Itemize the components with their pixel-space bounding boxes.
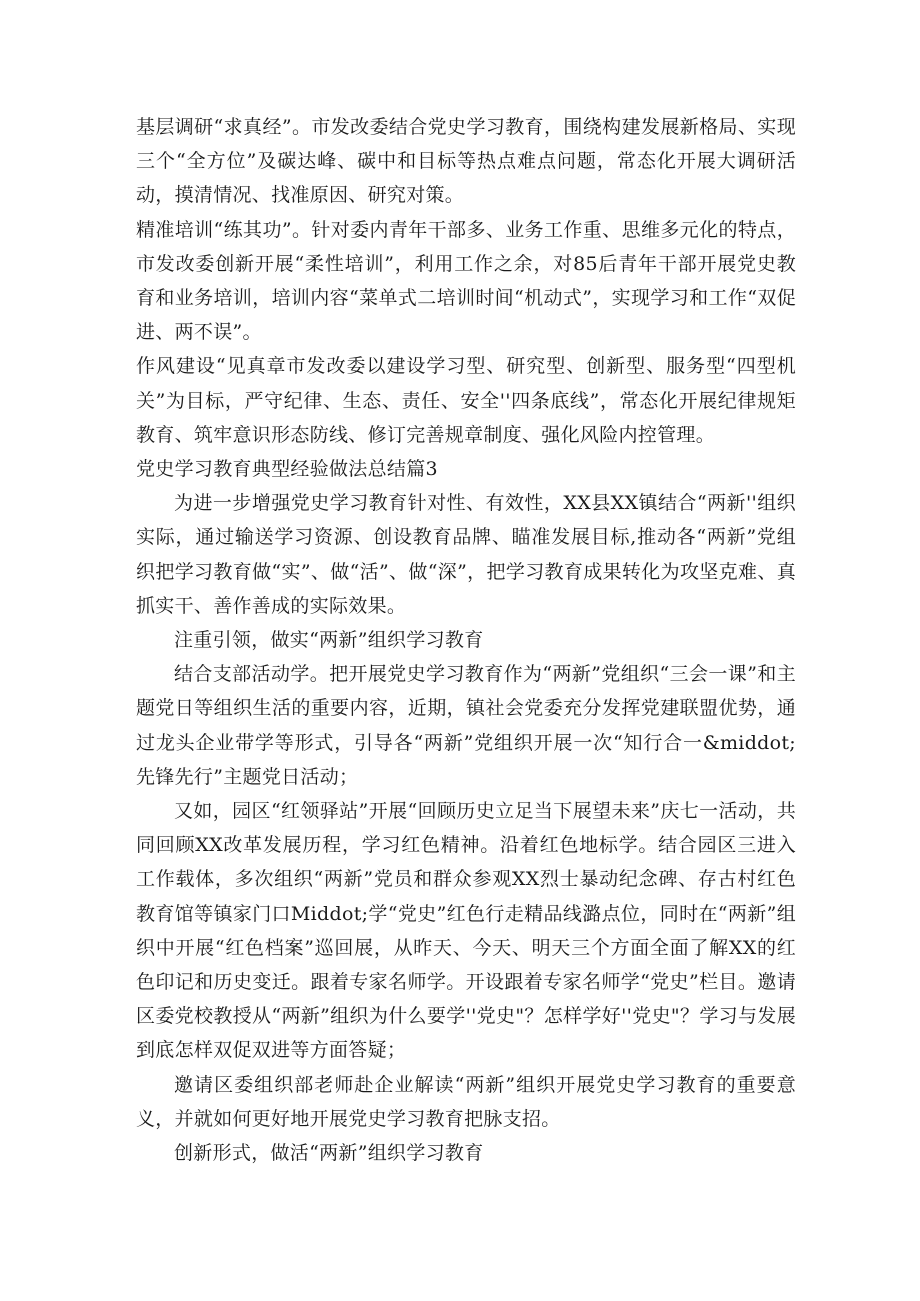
section-title: 党史学习教育典型经验做法总结篇3 (136, 458, 438, 481)
document-body (136, 110, 796, 1170)
paragraph-invitation: 邀请区委组织部老师赴企业解读“两新”组织开展党史学习教育的重要意义，并就如何更好地开展党史学习教育把脉支招。 (136, 1073, 796, 1130)
paragraph-work-style: 作风建设“见真章市发改委以建设学习型、研究型、创新型、服务型“四型机关”为目标，严守纪律、生态、责任、安全''四条底线”，常态化开展纪律规矩教育、筑牢意识形态防线、修订完善规章制度、强化风险内控管理。 (136, 355, 796, 446)
paragraph-examples: 又如，园区“红领驿站”开展“回顾历史立足当下展望未来”庆七一活动，共同回顾XX改革发展历程，学习红色精神。沿着红色地标学。结合园区三进入工作载体，多次组织“两新”党员和群众参观XX烈士暴动纪念碑、存古村红色教育馆等镇家门口Middot;学“党史”红色行走精品线潞点位，同时在“两新”组织中开展“红色档案”巡回展，从昨天、今天、明天三个方面全面了解XX的红色印记和历史变迁。跟着专家名师学。开设跟着专家名师学“党史”栏目。邀请区委党校教授从“两新”组织为什么要学''党史"？怎样学好''党史"？学习与发展到底怎样双促双进等方面答疑； (136, 800, 796, 1062)
paragraph-precision-training: 精准培训“练其功”。针对委内青年干部多、业务工作重、思维多元化的特点，市发改委创新开展“柔性培训”，利用工作之余，对85后青年干部开展党史教育和业务培训，培训内容“菜单式二培训时间“机动式”，实现学习和工作“双促进、两不误”。 (136, 218, 796, 344)
subheading-innovation: 创新形式，做活“两新”组织学习教育 (174, 1142, 484, 1165)
subheading-guidance: 注重引领，做实“两新”组织学习教育 (174, 629, 484, 652)
paragraph-grassroots-research: 基层调研“求真经”。市发改委结合党史学习教育，围绕构建发展新格局、实现三个“全方位”及碳达峰、碳中和目标等热点难点问题，常态化开展大调研活动，摸清情况、找准原因、研究对策。 (136, 116, 796, 207)
paragraph-intro: 为进一步增强党史学习教育针对性、有效性，XX县XX镇结合“两新''组织实际，通过输送学习资源、创设教育品牌、瞄准发展目标,推动各“两新”党组织把学习教育做“实”、做“活”、做“深”，把学习教育成果转化为攻坚克难、真抓实干、善作善成的实际效果。 (136, 492, 796, 617)
paragraph-branch-activities: 结合支部活动学。把开展党史学习教育作为“两新”党组织“三会一课”和主题党日等组织生活的重要内容，近期，镇社会党委充分发挥党建联盟优势，通过龙头企业带学等形式，引导各“两新”党组织开展一次“知行合一&middot;先锋先行”主题党日活动； (136, 663, 796, 788)
